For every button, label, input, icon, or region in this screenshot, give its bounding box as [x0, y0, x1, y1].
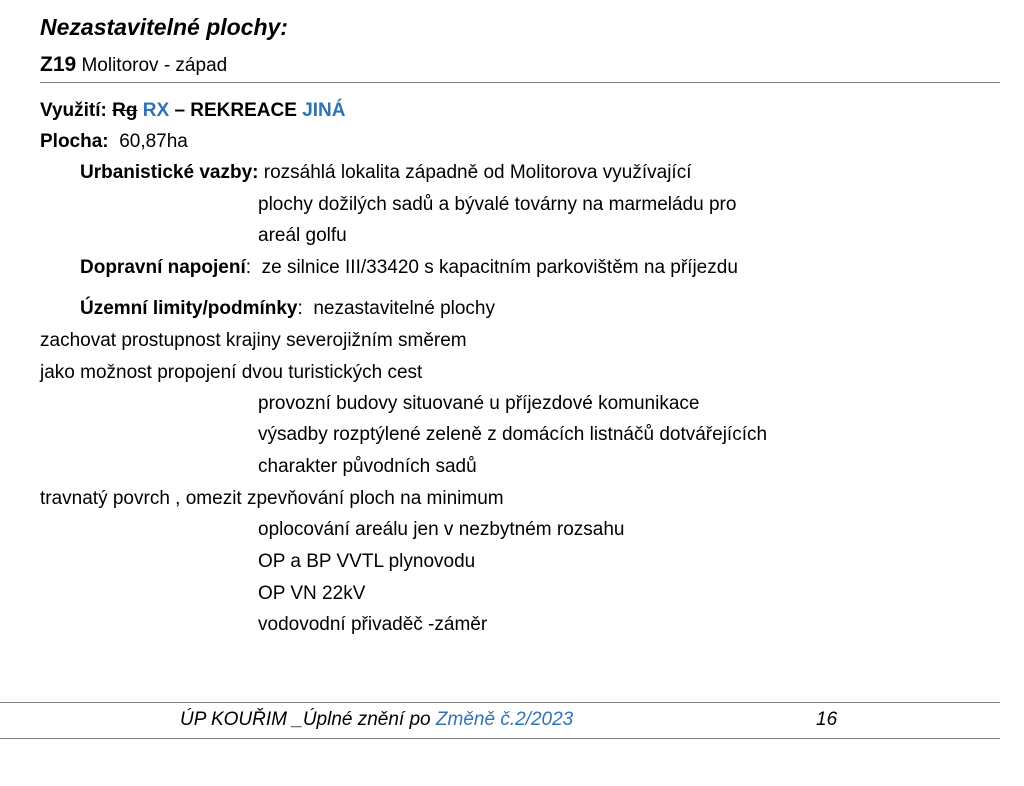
- header-rule: [40, 82, 1000, 83]
- limits-item: zachovat prostupnost krajiny severojižním směrem: [40, 330, 467, 351]
- usage-line: [40, 100, 346, 122]
- page-number: 16: [816, 709, 838, 730]
- traffic-line: Dopravní napojení: ze silnice III/33420 s kapacitním parkovištěm na příjezdu: [80, 257, 738, 278]
- limits-item: vodovodní přivaděč -záměr: [258, 614, 488, 635]
- zone-name: Molitorov - západ: [81, 55, 228, 76]
- limits-item: OP VN 22kV: [258, 583, 366, 604]
- area-line: [40, 131, 188, 153]
- usage-new-code: RX: [142, 100, 170, 121]
- urban-text-3: areál golfu: [258, 225, 347, 246]
- limits-item: charakter původních sadů: [258, 456, 477, 477]
- traffic-label: Dopravní napojení: [80, 257, 246, 278]
- limits-item: travnatý povrch , omezit zpevňování ploch na minimum: [40, 488, 504, 509]
- footer-change-ref: Změně č.2/2023: [435, 709, 574, 730]
- footer-prefix: ÚP KOUŘIM _Úplné znění po: [180, 709, 431, 730]
- urban-line-1: [80, 162, 691, 184]
- limits-item: provozní budovy situované u příjezdové komunikace: [258, 393, 700, 414]
- zone-subheading: [40, 53, 227, 77]
- area-value: 60,87ha: [119, 131, 188, 152]
- footer-text: [180, 709, 573, 731]
- usage-text: – REKREACE: [174, 100, 297, 121]
- zone-code: Z19: [40, 53, 77, 76]
- limits-item: jako možnost propojení dvou turistických cest: [40, 362, 423, 383]
- urban-text-1: rozsáhlá lokalita západně od Molitorova využívající: [263, 162, 692, 183]
- usage-new-word: JINÁ: [302, 100, 346, 121]
- urban-label: Urbanistické vazby:: [80, 162, 259, 183]
- limits-line: Územní limity/podmínky: nezastavitelné plochy: [80, 298, 495, 319]
- footer-rule-top: [0, 702, 1000, 703]
- limits-first: nezastavitelné plochy: [313, 298, 495, 319]
- usage-struck-code: Rg: [112, 100, 138, 121]
- footer-rule-bottom: [0, 738, 1000, 739]
- limits-item: OP a BP VVTL plynovodu: [258, 551, 476, 572]
- traffic-text: ze silnice III/33420 s kapacitním parkovištěm na příjezdu: [261, 257, 738, 278]
- urban-text-2: plochy dožilých sadů a bývalé továrny na marmeládu pro: [258, 194, 737, 215]
- page-heading: Nezastavitelné plochy:: [40, 14, 288, 40]
- limits-item: oplocování areálu jen v nezbytném rozsahu: [258, 519, 625, 540]
- area-label: Plocha:: [40, 131, 109, 152]
- usage-label: Využití:: [40, 100, 107, 121]
- limits-item: výsadby rozptýlené zeleně z domácích listnáčů dotvářejících: [258, 424, 768, 445]
- limits-label: Územní limity/podmínky: [80, 298, 298, 319]
